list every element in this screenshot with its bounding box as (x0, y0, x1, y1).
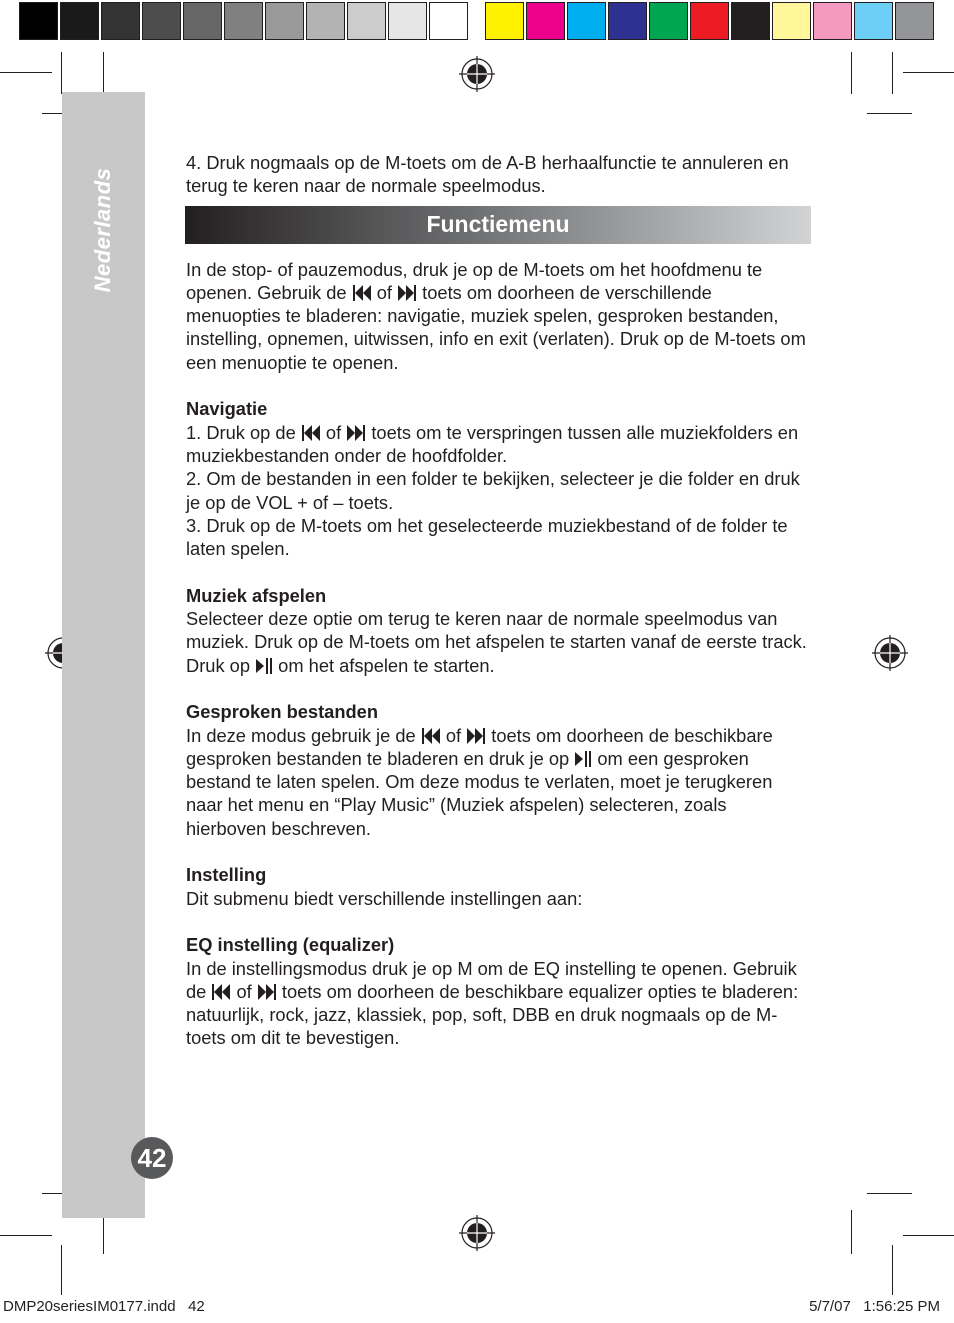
calibration-swatch (388, 2, 427, 40)
registration-mark-icon (459, 56, 495, 92)
next-track-icon (257, 983, 277, 1001)
calibration-swatch (854, 2, 893, 40)
section-heading: Gesproken bestanden (186, 701, 379, 723)
calibration-swatch (567, 2, 606, 40)
muziek-paragraph: Selecteer deze optie om terug te keren naar de normale speelmodus van muziek. Druk op de M-toets om het afspelen te starten vanaf de eerste track. Druk op om het afspelen te starten. (186, 608, 807, 676)
prev-track-icon (352, 284, 372, 302)
registration-mark-icon (459, 1215, 495, 1251)
calibration-swatch (813, 2, 852, 40)
crop-mark (103, 52, 104, 94)
calibration-swatch (649, 2, 688, 40)
calibration-swatch (608, 2, 647, 40)
section-heading: Instelling (186, 864, 267, 886)
play-pause-icon (574, 750, 592, 768)
prev-track-icon (301, 424, 321, 442)
calibration-swatch (429, 2, 468, 40)
next-track-icon (466, 727, 486, 745)
language-label: Nederlands (90, 167, 115, 293)
crop-mark (903, 72, 954, 73)
calibration-swatch (306, 2, 345, 40)
crop-mark (851, 1210, 852, 1254)
banner-title: Functiemenu (426, 210, 570, 237)
footer-filename: DMP20seriesIM0177.indd 42 (3, 1298, 205, 1315)
footer-timestamp: 5/7/07 1:56:25 PM (809, 1298, 940, 1315)
calibration-swatch (224, 2, 263, 40)
section-heading: Navigatie (186, 398, 268, 420)
calibration-swatch (347, 2, 386, 40)
registration-mark-icon (872, 635, 908, 671)
calibration-swatch (101, 2, 140, 40)
prev-track-icon (211, 983, 231, 1001)
calibration-swatch (485, 2, 524, 40)
calibration-swatch (19, 2, 58, 40)
color-calibration-bar (485, 2, 936, 42)
calibration-swatch (895, 2, 934, 40)
crop-mark (892, 1245, 893, 1295)
calibration-swatch (183, 2, 222, 40)
calibration-swatch (265, 2, 304, 40)
navigatie-step-1: 1. Druk op de of toets om te verspringen tussen alle muziekfolders en muziekbestanden onder de hoofdfolder. (186, 421, 799, 466)
main-content (186, 151, 811, 1050)
next-track-icon (346, 424, 366, 442)
crop-mark (892, 52, 893, 94)
crop-mark (61, 52, 62, 94)
calibration-swatch (690, 2, 729, 40)
instelling-paragraph: Dit submenu biedt verschillende instellingen aan: (186, 887, 583, 909)
intro-paragraph: 4. Druk nogmaals op de M-toets om de A-B herhaalfunctie te annuleren en terug te keren naar de normale speelmodus. (186, 152, 789, 197)
prev-track-icon (421, 727, 441, 745)
navigatie-step-2: 2. Om de bestanden in een folder te bekijken, selecteer je die folder en druk je op de VOL + of – toets. (186, 468, 800, 513)
page-number-badge: 42 (131, 1137, 173, 1179)
section-heading: Muziek afspelen (186, 584, 327, 606)
calibration-swatch (526, 2, 565, 40)
crop-mark (903, 1235, 954, 1236)
crop-mark (867, 113, 912, 114)
play-pause-icon (255, 657, 273, 675)
section-heading: EQ instelling (equalizer) (186, 934, 395, 956)
calibration-swatch (772, 2, 811, 40)
grayscale-calibration-bar (19, 2, 470, 42)
crop-mark (0, 1235, 52, 1236)
crop-mark (851, 52, 852, 94)
crop-mark (867, 1193, 912, 1194)
crop-mark (0, 72, 52, 73)
section-banner (185, 206, 811, 244)
next-track-icon (397, 284, 417, 302)
navigatie-step-3: 3. Druk op de M-toets om het geselecteerde muziekbestand of de folder te laten spelen. (186, 514, 788, 560)
crop-mark (61, 1245, 62, 1295)
calibration-swatch (142, 2, 181, 40)
calibration-swatch (731, 2, 770, 40)
eq-paragraph: In de instellingsmodus druk je op M om de EQ instelling te openen. Gebruik de of toets om doorheen de beschikbare equalizer opties te bladeren: natuurlijk, rock, jazz, klassiek, pop, soft, DBB en druk nogmaals op de M-toets om dit te bevestigen. (186, 957, 799, 1049)
calibration-swatch (60, 2, 99, 40)
menu-intro-paragraph: In de stop- of pauzemodus, druk je op de M-toets om het hoofdmenu te openen. Gebruik de of toets om doorheen de verschillende menuopties te bladeren: navigatie, muziek spelen, gesproken bestanden, instelling, opnemen, uitwissen, info en exit (verlaten). Druk op de M-toets om een menuoptie te openen. (186, 258, 806, 373)
gesproken-paragraph: In deze modus gebruik je de of toets om doorheen de beschikbare gesproken bestanden te bladeren en druk je op om een gesproken bestand te laten spelen. Om deze modus te verlaten, moet je terugkeren naar het menu en “Play Music” (Muziek afspelen) selecteren, zoals hierboven beschreven. (186, 724, 773, 839)
